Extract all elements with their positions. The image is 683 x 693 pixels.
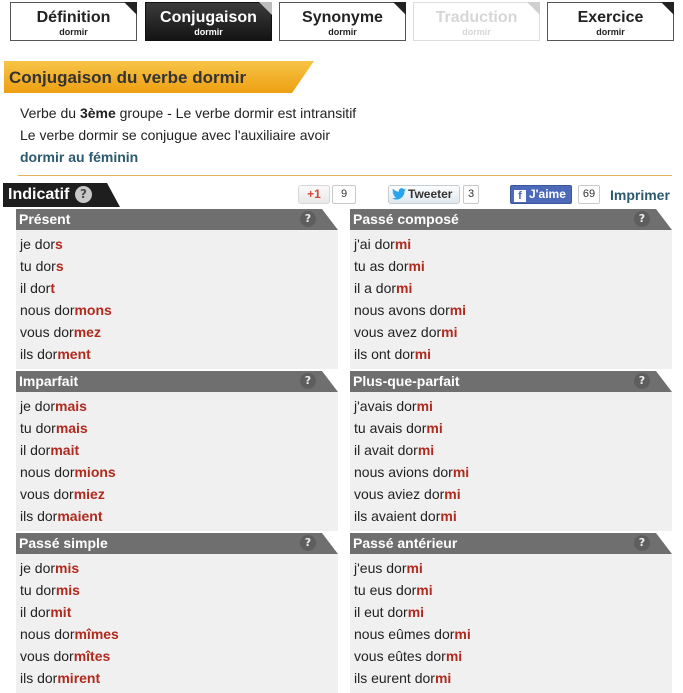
twitter-bird-icon: [392, 188, 406, 200]
conjugation-row: [350, 601, 672, 623]
conjugation-stem: j'avais dor: [354, 398, 417, 414]
conjugation-stem: tu dor: [20, 582, 56, 598]
conjugation-row: [16, 343, 338, 365]
tense-title: Plus-que-parfait: [353, 373, 460, 389]
conjugation-stem: nous dor: [20, 626, 75, 642]
corner-fold-icon: [259, 2, 272, 15]
conjugation-ending: mi: [454, 626, 471, 642]
conjugation-stem: nous dor: [20, 302, 75, 318]
conjugation-ending: mions: [74, 464, 116, 480]
conjugation-row: [16, 461, 338, 483]
conjugation-ending: mis: [55, 560, 80, 576]
conjugation-row: [350, 343, 672, 365]
conjugation-row: [350, 299, 672, 321]
tweet-button[interactable]: [388, 185, 460, 204]
conjugation-stem: tu avais dor: [354, 420, 427, 436]
conjugation-row: [350, 557, 672, 579]
conjugation-ending: mi: [416, 398, 433, 414]
conjugation-stem: j'ai dor: [354, 236, 395, 252]
conjugation-ending: t: [50, 280, 56, 296]
conjugation-ending: s: [55, 258, 64, 274]
conjugation-row: [16, 601, 338, 623]
conjugation-row: [350, 667, 672, 689]
conjugation-list: [350, 230, 672, 369]
conjugation-stem: nous avons dor: [354, 302, 450, 318]
conjugation-ending: mîmes: [74, 626, 119, 642]
conjugation-ending: mi: [406, 560, 423, 576]
conjugation-ending: mait: [50, 442, 80, 458]
conjugation-ending: mais: [55, 420, 88, 436]
auxiliary-line: Le verbe dormir se conjugue avec l'auxiliaire avoir: [20, 127, 331, 143]
conjugation-stem: il dor: [20, 280, 51, 296]
conjugation-row: [350, 505, 672, 527]
corner-fold-icon: [124, 2, 137, 15]
tense-title: Imparfait: [19, 373, 79, 389]
conjugation-list: [16, 230, 338, 369]
conjugation-row: [350, 483, 672, 505]
conjugation-row: [350, 277, 672, 299]
print-link[interactable]: Imprimer: [610, 187, 670, 203]
tense-header: [16, 209, 338, 230]
group-number: 3ème: [79, 105, 116, 121]
conjugation-stem: je dor: [20, 398, 56, 414]
conjugation-row: [16, 299, 338, 321]
conjugation-row: [16, 645, 338, 667]
conjugation-row: [16, 321, 338, 343]
conjugation-row: [16, 557, 338, 579]
page-title: Conjugaison du verbe dormir: [9, 68, 247, 87]
tense-title: Passé simple: [19, 535, 108, 551]
tense-panel: [350, 209, 672, 369]
conjugation-row: [350, 255, 672, 277]
conjugation-row: [16, 395, 338, 417]
facebook-like-count: 69: [578, 185, 600, 204]
conjugation-stem: ils ont dor: [354, 346, 415, 362]
tab-exercice[interactable]: [547, 2, 674, 41]
conjugation-stem: il avait dor: [354, 442, 418, 458]
conjugation-stem: ils dor: [20, 670, 58, 686]
conjugation-ending: mi: [426, 420, 443, 436]
conjugation-ending: mi: [444, 486, 461, 502]
conjugation-row: [350, 461, 672, 483]
conjugation-stem: ils dor: [20, 508, 58, 524]
tab-subtitle: dormir: [194, 27, 223, 37]
tab-bar: [10, 2, 676, 44]
help-icon[interactable]: ?: [300, 373, 316, 389]
conjugation-row: [350, 439, 672, 461]
corner-fold-icon: [661, 2, 674, 15]
verb-info: [20, 102, 356, 168]
conjugation-stem: vous aviez dor: [354, 486, 445, 502]
conjugation-stem: vous dor: [20, 324, 74, 340]
conjugation-stem: ils avaient dor: [354, 508, 441, 524]
conjugation-ending: mirent: [57, 670, 101, 686]
facebook-icon: f: [514, 190, 526, 202]
conjugation-row: [350, 395, 672, 417]
conjugation-ending: mi: [417, 442, 435, 458]
conjugation-ending: mi: [408, 258, 425, 274]
help-icon[interactable]: ?: [300, 211, 316, 227]
tab-title: Définition: [36, 9, 111, 26]
conjugation-stem: il dor: [20, 604, 51, 620]
tweet-label: Tweeter: [408, 187, 453, 201]
tense-title: Présent: [19, 211, 71, 227]
conjugation-list: [16, 392, 338, 531]
conjugation-row: [16, 277, 338, 299]
divider: [18, 175, 672, 176]
help-icon[interactable]: ?: [634, 211, 650, 227]
tab-subtitle: dormir: [462, 27, 491, 37]
conjugation-ending: mi: [396, 280, 413, 296]
conjugation-ending: mi: [440, 508, 457, 524]
help-icon[interactable]: ?: [634, 373, 650, 389]
conjugation-stem: nous dor: [20, 464, 75, 480]
conjugation-ending: mit: [50, 604, 72, 620]
help-icon[interactable]: ?: [634, 535, 650, 551]
conjugation-stem: il a dor: [354, 280, 397, 296]
conjugation-stem: je dor: [20, 560, 56, 576]
conjugation-row: [16, 667, 338, 689]
group-suffix: groupe - Le verbe dormir est intransitif: [115, 105, 357, 121]
tense-title: Passé antérieur: [353, 535, 458, 551]
conjugation-ending: ment: [57, 346, 91, 362]
help-icon[interactable]: ?: [75, 186, 92, 203]
tweet-count: 3: [463, 185, 479, 204]
conjugation-row: [350, 645, 672, 667]
conjugation-stem: ils dor: [20, 346, 58, 362]
tense-header: [350, 371, 672, 392]
conjugation-stem: vous dor: [20, 648, 74, 664]
conjugation-ending: mi: [434, 670, 452, 686]
conjugation-ending: mais: [55, 398, 87, 414]
conjugation-stem: ils eurent dor: [354, 670, 435, 686]
conjugation-ending: mîtes: [73, 648, 111, 664]
tense-panel: [350, 371, 672, 531]
conjugation-ending: mi: [441, 324, 458, 340]
conjugation-stem: il eut dor: [354, 604, 408, 620]
mood-header: [3, 183, 120, 207]
conjugation-stem: nous avions dor: [354, 464, 453, 480]
tab-subtitle: dormir: [596, 27, 625, 37]
conjugation-ending: mi: [407, 604, 425, 620]
conjugation-ending: mi: [445, 648, 463, 664]
tab-definition[interactable]: [10, 2, 137, 41]
conjugation-ending: s: [55, 236, 63, 252]
conjugation-stem: il dor: [20, 442, 51, 458]
conjugation-ending: mi: [416, 582, 433, 598]
conjugation-stem: tu dor: [20, 258, 56, 274]
conjugation-stem: vous eûtes dor: [354, 648, 446, 664]
conjugation-row: [16, 623, 338, 645]
tab-subtitle: dormir: [328, 27, 357, 37]
conjugation-stem: tu eus dor: [354, 582, 417, 598]
tense-header: [16, 371, 338, 392]
conjugation-ending: mi: [449, 302, 467, 318]
conjugation-row: [16, 483, 338, 505]
conjugation-stem: nous eûmes dor: [354, 626, 455, 642]
google-plus-button[interactable]: +1: [298, 185, 330, 204]
tense-header: [350, 533, 672, 554]
conjugation-ending: mis: [55, 582, 80, 598]
tense-panel: [16, 371, 338, 531]
group-prefix: Verbe du: [20, 105, 80, 121]
tab-title: Conjugaison: [160, 9, 257, 26]
conjugation-row: [350, 623, 672, 645]
conjugation-ending: mez: [73, 324, 101, 340]
conjugation-row: [16, 439, 338, 461]
conjugation-row: [16, 417, 338, 439]
conjugation-ending: miez: [73, 486, 105, 502]
conjugation-stem: tu as dor: [354, 258, 409, 274]
mood-label: Indicatif: [8, 186, 70, 203]
conjugation-stem: tu dor: [20, 420, 56, 436]
conjugation-row: [350, 233, 672, 255]
conjugation-row: [16, 579, 338, 601]
conjugation-ending: mi: [452, 464, 470, 480]
conjugation-list: [350, 392, 672, 531]
tense-panel: [16, 209, 338, 369]
conjugation-ending: mi: [394, 236, 412, 252]
google-plus-count: 9: [332, 185, 356, 204]
conjugation-ending: maient: [57, 508, 103, 524]
conjugation-row: [350, 321, 672, 343]
conjugation-stem: j'eus dor: [354, 560, 407, 576]
tab-conjugaison[interactable]: [145, 2, 272, 41]
tab-title: Synonyme: [302, 9, 383, 26]
conjugation-row: [350, 417, 672, 439]
facebook-like-button[interactable]: [510, 185, 572, 204]
tab-traduction: [413, 2, 540, 41]
facebook-like-label: J'aime: [529, 187, 566, 201]
conjugation-stem: je dor: [20, 236, 56, 252]
tense-header: [350, 209, 672, 230]
conjugation-stem: vous dor: [20, 486, 74, 502]
corner-fold-icon: [393, 2, 406, 15]
tense-panel: [16, 533, 338, 693]
conjugation-row: [16, 255, 338, 277]
group-line: [20, 102, 356, 124]
tab-subtitle: dormir: [59, 27, 88, 37]
help-icon[interactable]: ?: [300, 535, 316, 551]
tab-synonyme[interactable]: [279, 2, 406, 41]
page-title-banner: [4, 61, 314, 93]
corner-fold-icon: [527, 2, 540, 15]
conjugation-row: [350, 579, 672, 601]
tense-panel: [350, 533, 672, 693]
conjugation-row: [16, 233, 338, 255]
conjugation-list: [350, 554, 672, 693]
conjugation-ending: mons: [74, 302, 112, 318]
tense-header: [16, 533, 338, 554]
conjugation-row: [16, 505, 338, 527]
conjugation-ending: mi: [414, 346, 432, 362]
feminine-link[interactable]: dormir au féminin: [20, 149, 139, 165]
conjugation-list: [16, 554, 338, 693]
tense-title: Passé composé: [353, 211, 459, 227]
tab-title: Traduction: [435, 9, 518, 26]
conjugation-stem: vous avez dor: [354, 324, 442, 340]
tab-title: Exercice: [577, 9, 644, 26]
